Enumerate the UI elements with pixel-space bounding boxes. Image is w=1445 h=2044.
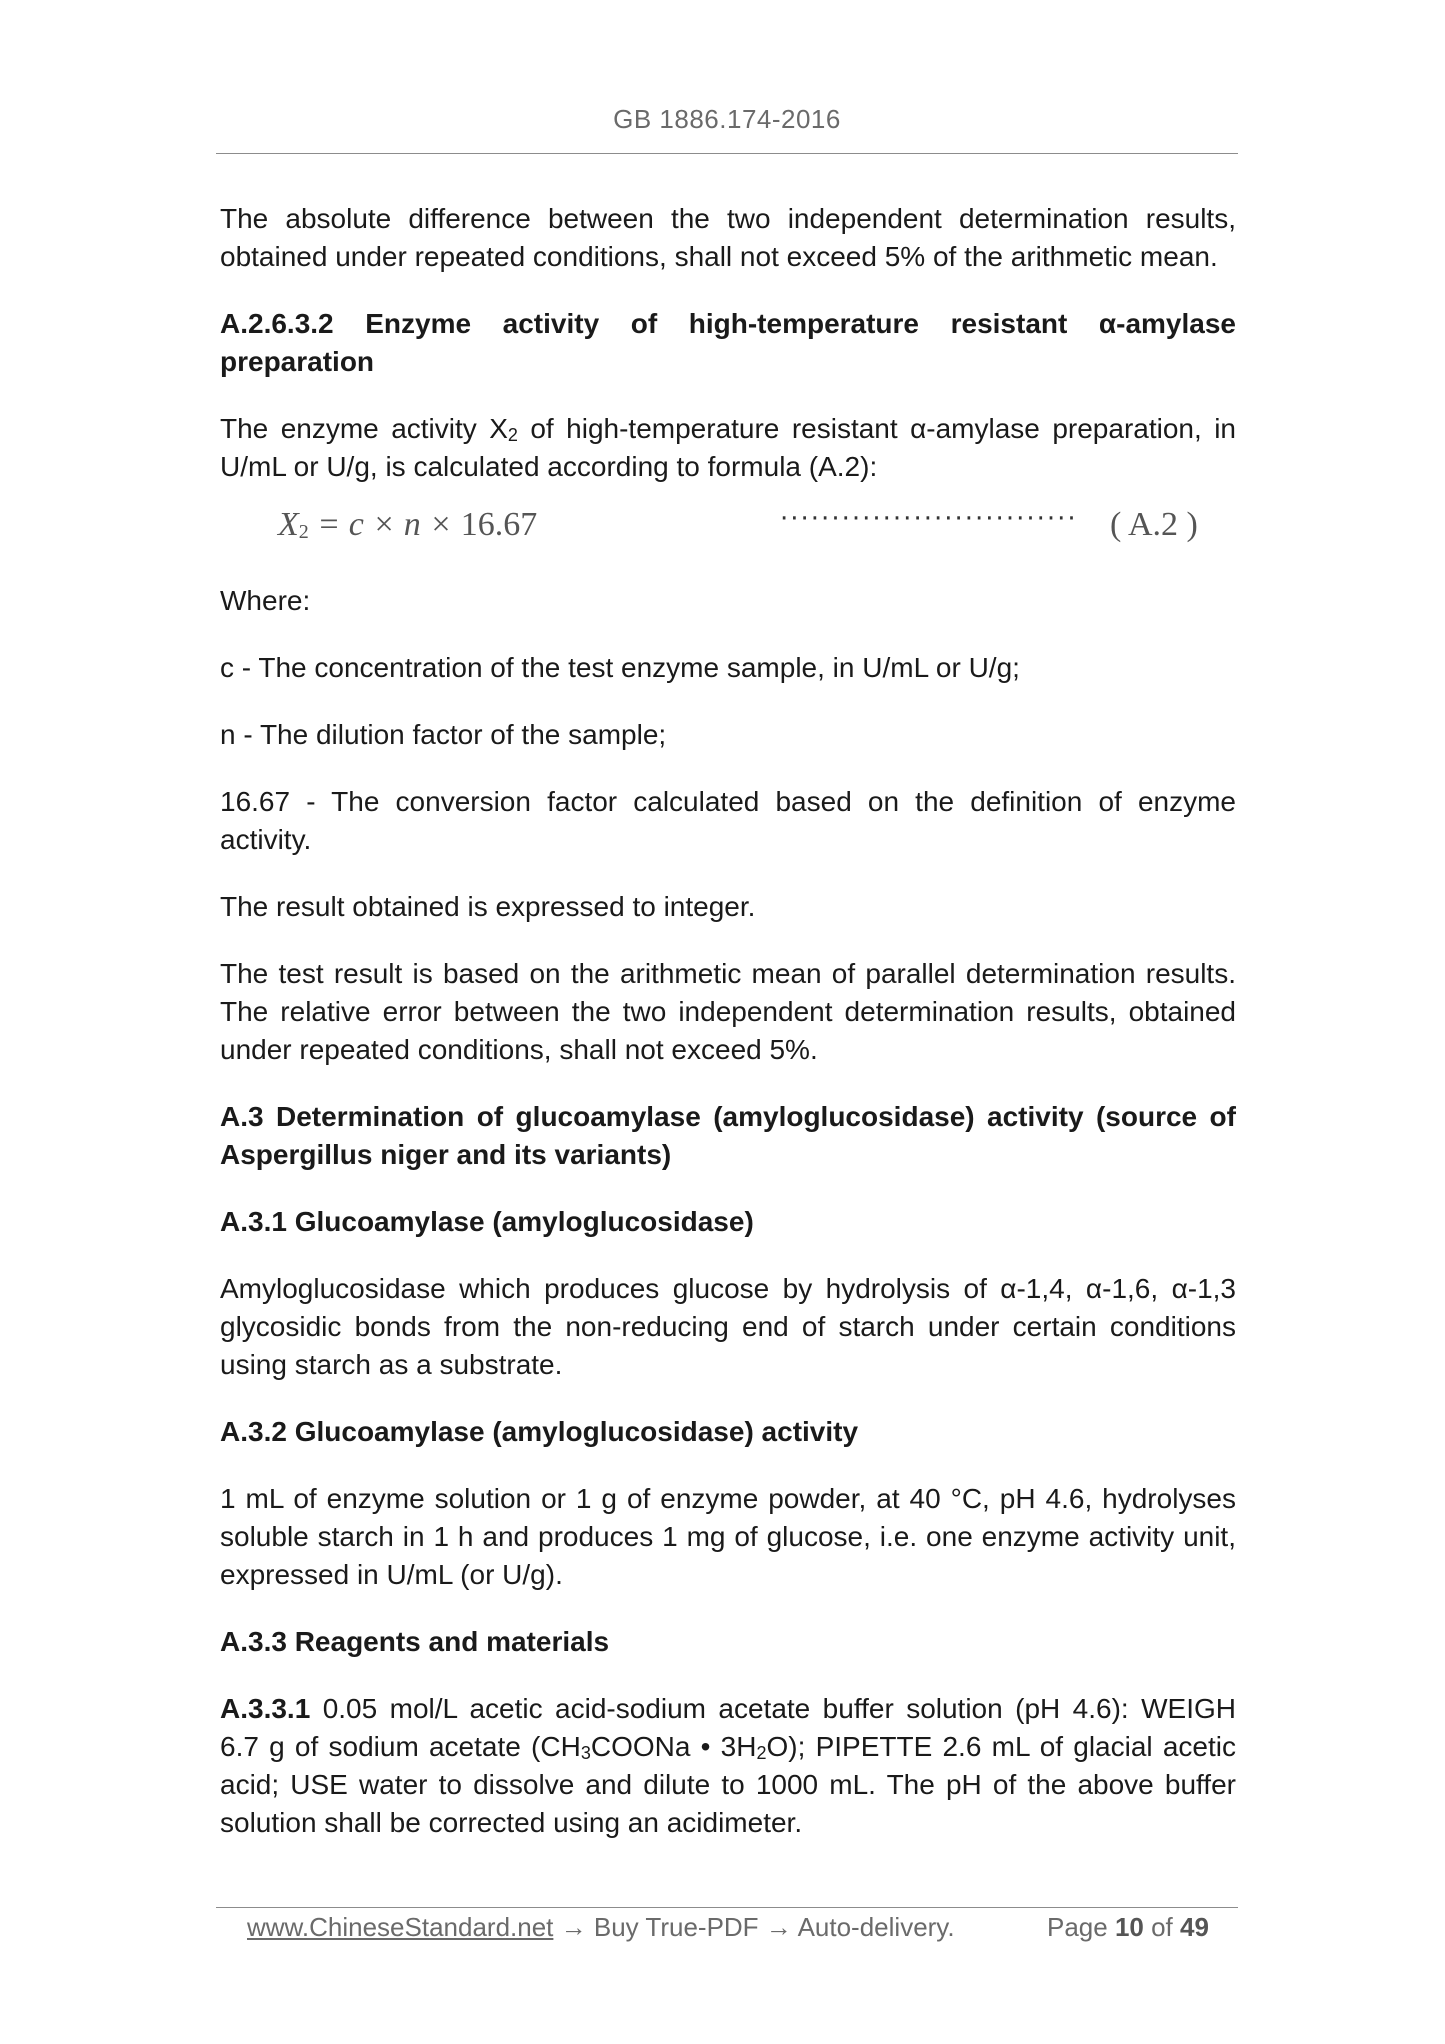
formula-a2 xyxy=(220,504,1236,558)
paragraph-a331: A.3.3.1 0.05 mol/L acetic acid-sodium acetate buffer solution (pH 4.6): WEIGH 6.7 g of sodium acetate ($CH_3COONa$ • $3H_2O$); PIPETTE 2.6 mL of glacial acetic acid; USE water to dissolve and dilute to 1000 mL. The pH of the above buffer solution shall be corrected using an acidimeter. xyxy=(220,1693,1237,1838)
where-label: Where: xyxy=(220,585,311,616)
definition-c: c - The concentration of the test enzyme sample, in U/mL or U/g; xyxy=(220,652,1020,683)
paragraph-a31: Amyloglucosidase which produces glucose by hydrolysis of α-1,4, α-1,6, α-1,3 glycosidic bonds from the non-reducing end of starch under certain conditions using starch as a substrate. xyxy=(220,1273,1236,1380)
heading-a31: A.3.1 Glucoamylase (amyloglucosidase) xyxy=(220,1206,754,1237)
clause-number: A.3.3.1 xyxy=(220,1693,311,1724)
paragraph-activity-x2: The enzyme activity $X_2$ of high-temperature resistant α-amylase preparation, in U/mL or U/g, is calculated according to formula (A.2): xyxy=(220,413,1237,482)
heading-a33: A.3.3 Reagents and materials xyxy=(220,1626,610,1657)
paragraph-a32: 1 mL of enzyme solution or 1 g of enzyme powder, at 40 °C, pH 4.6, hydrolyses soluble starch in 1 h and produces 1 mg of glucose, i.e. one enzyme activity unit, expressed in U/mL (or U/g). xyxy=(220,1483,1236,1590)
page-number: Page 10 of 49 xyxy=(1047,1912,1209,1942)
paragraph-integer: The result obtained is expressed to integer. xyxy=(220,891,756,922)
formula-expression: $X_2 = c \times n \times 16.67$ xyxy=(278,506,538,543)
formula-number: ( A.2 ) xyxy=(1110,506,1198,543)
heading-a32: A.3.2 Glucoamylase (amyloglucosidase) activity xyxy=(220,1416,859,1447)
definition-constant: 16.67 - The conversion factor calculated based on the definition of enzyme activity. xyxy=(220,786,1236,855)
heading-a3: A.3 Determination of glucoamylase (amyloglucosidase) activity (source of Aspergillus niger and its variants) xyxy=(220,1101,1236,1170)
document-body xyxy=(220,200,1236,1842)
page-footer xyxy=(247,1912,1237,1943)
footer-promo: → Buy True-PDF → Auto-delivery. xyxy=(553,1912,955,1942)
footer-divider xyxy=(216,1907,1238,1908)
paragraph-absolute-difference: The absolute difference between the two independent determination results, obtained under repeated conditions, shall not exceed 5% of the arithmetic mean. xyxy=(220,203,1236,272)
paragraph-arithmetic-mean: The test result is based on the arithmetic mean of parallel determination results. The relative error between the two independent determination results, obtained under repeated conditions, shall not exceed 5%. xyxy=(220,958,1236,1065)
heading-a2632: A.2.6.3.2 Enzyme activity of high-temperature resistant α-amylase preparation xyxy=(220,308,1236,377)
site-link[interactable]: www.ChineseStandard.net xyxy=(247,1912,554,1942)
formula-leader-dots: ····························· xyxy=(780,504,1078,534)
standard-id: GB 1886.174-2016 xyxy=(613,104,841,134)
header-divider xyxy=(216,153,1238,154)
page-header xyxy=(216,104,1238,135)
definition-n: n - The dilution factor of the sample; xyxy=(220,719,667,750)
